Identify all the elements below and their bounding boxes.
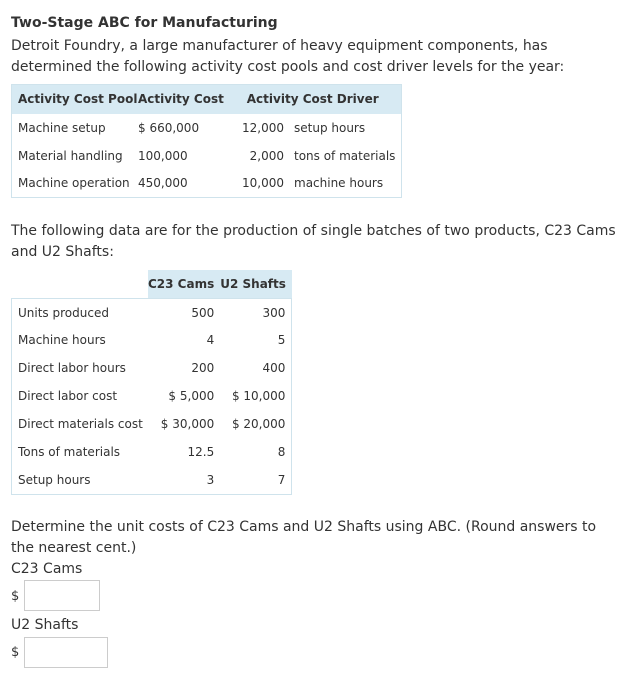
c23-currency-symbol: $ — [11, 589, 20, 604]
header-u2-shafts: U2 Shafts — [220, 270, 292, 298]
u2-value: 8 — [277, 445, 286, 459]
intro-text: Detroit Foundry, a large manufacturer of heavy equipment components, has determined the following activity cost pools and cost driver levels for the year: — [11, 38, 565, 75]
u2-value: 5 — [277, 333, 286, 347]
activity-pool-cell: Machine operation — [18, 176, 130, 191]
table-row — [12, 410, 292, 438]
row-label: Setup hours — [18, 472, 91, 487]
row-label: Direct labor hours — [18, 361, 126, 375]
production-table-header-row — [12, 270, 292, 298]
row-label: Units produced — [18, 306, 109, 321]
c23-value: 12.5 — [187, 445, 215, 459]
header-blank — [12, 270, 149, 298]
header-activity-cost-driver: Activity Cost Driver — [246, 92, 379, 107]
driver-quantity-cell: 2,000 — [249, 148, 284, 163]
u2-value: 7 — [277, 472, 286, 487]
driver-unit-cell: machine hours — [294, 176, 384, 191]
table-row — [12, 466, 292, 494]
activity-cost-table — [11, 84, 402, 198]
table-row — [12, 382, 292, 410]
c23-value: 200 — [191, 361, 215, 375]
row-label: Tons of materials — [18, 445, 121, 459]
driver-unit-cell: tons of materials — [294, 148, 396, 163]
row-label: Direct materials cost — [18, 417, 143, 431]
u2-answer-label: U2 Shafts — [11, 617, 79, 633]
row-label: Direct labor cost — [18, 389, 118, 403]
u2-value: 400 — [262, 361, 286, 375]
c23-value: 500 — [191, 306, 215, 321]
table-row — [12, 354, 292, 382]
header-c23-cams: C23 Cams — [148, 270, 220, 298]
driver-quantity-cell: 10,000 — [242, 176, 284, 191]
c23-value: $ 5,000 — [168, 389, 215, 403]
row-label: Machine hours — [18, 333, 106, 347]
table-row — [12, 170, 402, 198]
c23-unit-cost-input[interactable] — [24, 580, 100, 611]
table-row — [12, 298, 292, 326]
c23-value: 3 — [206, 472, 215, 487]
page-title: Two-Stage ABC for Manufacturing — [11, 15, 278, 31]
table-row — [12, 326, 292, 354]
u2-value: $ 20,000 — [231, 417, 286, 431]
u2-unit-cost-input[interactable] — [24, 637, 108, 668]
activity-pool-cell: Machine setup — [18, 120, 106, 135]
activity-cost-cell: $ 660,000 — [138, 120, 200, 135]
driver-quantity-cell: 12,000 — [242, 120, 284, 135]
u2-value: $ 10,000 — [231, 389, 286, 403]
u2-value: 300 — [262, 306, 286, 321]
table-row — [12, 438, 292, 466]
c23-answer-label: C23 Cams — [11, 561, 83, 577]
table-row — [12, 142, 402, 170]
driver-unit-cell: setup hours — [294, 120, 366, 135]
activity-cost-cell: 100,000 — [138, 148, 188, 163]
question-text: Determine the unit costs of C23 Cams and U2 Shafts using ABC. (Round answers to the nearest cent.) — [11, 519, 597, 556]
header-activity-cost: Activity Cost — [138, 92, 224, 107]
production-intro-text: The following data are for the production of single batches of two products, C23 Cams and U2 Shafts: — [11, 223, 616, 260]
table-row — [12, 114, 402, 142]
c23-value: 4 — [206, 333, 215, 347]
production-data-table — [11, 270, 292, 495]
c23-value: $ 30,000 — [160, 417, 215, 431]
header-activity-cost-pool: Activity Cost Pool — [18, 92, 138, 107]
u2-currency-symbol: $ — [11, 645, 20, 660]
activity-table-header-row — [12, 85, 402, 114]
activity-pool-cell: Material handling — [18, 148, 123, 163]
activity-cost-cell: 450,000 — [138, 176, 188, 191]
